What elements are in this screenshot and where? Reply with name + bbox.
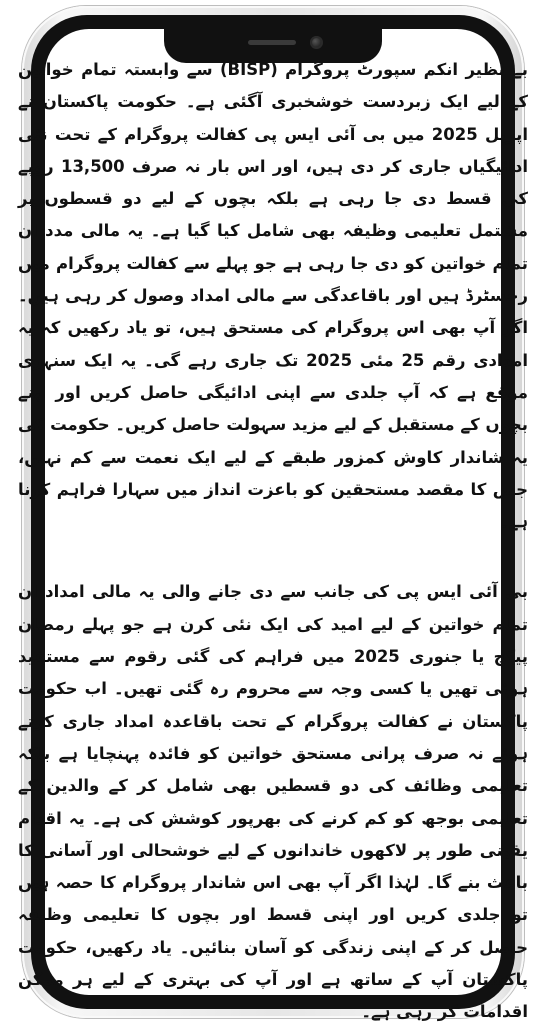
camera-icon (310, 36, 323, 49)
speaker-icon (248, 40, 296, 45)
article-paragraph-1: بے نظیر انکم سپورٹ پروگرام (BISP) سے وابستہ تمام خواتین کے لیے ایک زبردست خوشخبری آگئی ہے۔ حکومت پاکستان نے اپریل 2025 میں بی آئی ایس پی کفالت پروگرام کے تحت نئی ادائیگیاں جاری کر دی ہیں، اور اس بار نہ صرف 13,500 روپے کی قسط دی جا رہی ہے بلکہ بچوں کے لیے دو قسطوں پر مشتمل تعلیمی وظیفہ بھی شامل کیا گیا ہے۔ یہ مالی مدد ان تمام خواتین کو دی جا رہی ہے جو پہلے سے کفالت پروگرام میں رجسٹرڈ ہیں اور باقاعدگی سے مالی امداد وصول کر رہی ہیں۔ اگر آپ بھی اس پروگرام کی مستحق ہیں، تو یاد رکھیں کہ یہ امدادی رقم 25 مئی 2025 تک جاری رہے گی۔ یہ ایک سنہری موقع ہے کہ آپ جلدی سے اپنی ادائیگی حاصل کریں اور اپنے بچوں کے مستقبل کے لیے مزید سہولت حاصل کریں۔ حکومت کی یہ شاندار کاوش کمزور طبقے کے لیے ایک نعمت سے کم نہیں، جس کا مقصد مستحقین کو باعزت انداز میں سہارا فراہم کرنا ہے۔ (18, 60, 528, 532)
article-body (18, 54, 529, 1022)
article-paragraph-2: بی آئی ایس پی کی جانب سے دی جانے والی یہ مالی امداد ان تمام خواتین کے لیے امید کی ایک نئی کرن ہے جو پہلے رمضان پیکج یا جنوری 2025 میں فراہم کی گئی رقوم سے مستفید ہوئی تھیں یا کسی وجہ سے محروم رہ گئی تھیں۔ اب حکومت پاکستان نے کفالت پروگرام کے تحت باقاعدہ امداد جاری کرتے ہوئے نہ صرف پرانی مستحق خواتین کو فائدہ پہنچایا ہے بلکہ تعلیمی وظائف کی دو قسطیں بھی شامل کر کے والدین کے تعلیمی بوجھ کو کم کرنے کی بھرپور کوشش کی ہے۔ یہ اقدام یقینی طور پر لاکھوں خاندانوں کے لیے خوشحالی اور آسانی کا باعث بنے گا۔ لہٰذا اگر آپ بھی اس شاندار پروگرام کا حصہ ہیں تو جلدی کریں اور اپنی قسط اور بچوں کا تعلیمی وظیفہ حاصل کر کے اپنی زندگی کو آسان بنائیں۔ یاد رکھیں، حکومت پاکستان آپ کے ساتھ ہے اور آپ کی بہتری کے لیے ہر ممکن اقدامات کر رہی ہے۔ (18, 582, 529, 1022)
